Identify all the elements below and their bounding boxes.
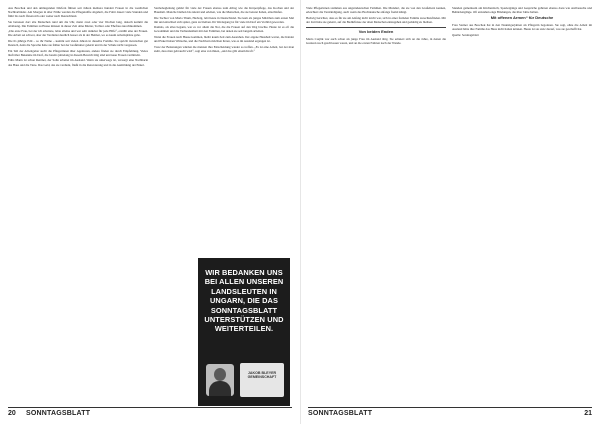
thank-you-promo-box <box>198 258 290 406</box>
portrait-image <box>206 364 234 396</box>
right-column-1 <box>306 6 446 406</box>
paragraph: Trotz der Belastungen würden die meisten ihre Entscheidung wieder so treffen. „Es ist eine Arbeit, bei der man sieht, dass man gebraucht wird“, sagt eine von ihnen, „und das gibt einem Kraft.“ <box>154 44 294 53</box>
section-heading: Mit offenen Armen“ für Deutsche <box>490 15 554 21</box>
right-page-columns <box>306 6 592 406</box>
paragraph: Maria Csajlik war auch schon als junge Frau im Ausland tätig. Sie erinnert sich an die Jahre, in denen die Grenzen noch geschlossen waren, und an die ersten Fahrten nach der Wende. <box>306 36 446 45</box>
right-column-2 <box>452 6 592 406</box>
paragraph: Ein Teil der Arbeitgeber sucht die Pflegerinnen über Agenturen, andere finden sie durch Empfehlung. Vieles läuft über Bekannte im Dorf, die bereits jahrelang in diesem Bereich tätig sind und neue Frauen vermitteln. <box>8 48 148 57</box>
society-seal-logo <box>240 363 284 397</box>
paragraph: Stunden gemeinsam am Küchentisch, Spaziergänge und Gespräche gehören ebenso dazu wie Arztbesuche und Behördengänge. Oft entstehen enge Bindungen, die über Jahre halten. <box>452 6 592 15</box>
right-page-footer <box>308 407 592 420</box>
page-number: 20 <box>8 410 16 417</box>
section-divider <box>306 27 446 28</box>
paragraph: „Die erste Frau, bei der ich arbeitete, lebte alleine und war sehr dankbar für jede Hilfe“, erzählt eine der Frauen. Die Arbeit sei schwer, aber der Verdienst deutlich besser als in der Heimat, wo es kaum Arbeitsplätze gebe. <box>8 29 148 38</box>
section-heading: Von beiden Enden <box>358 28 394 34</box>
paragraph: Edits Mann ist schon Rentner, der Sohn arbeitet im Ausland. Wenn sie unterwegs ist, versorgt eine Nachbarin das Haus und die Tiere. Das Geld, das sie verdient, fließt in die Renovierung und in die Ausbildung der Enkel. <box>8 58 148 67</box>
seal-lettering: JAKOB BLEYER GEMEINSCHAFT <box>247 371 277 380</box>
masthead: SONNTAGSBLATT <box>308 410 373 417</box>
paragraph: Die Tochter von Maria Thum, Hedwig, lebt heute in Deutschland. Sie kam als junges Mädchen zum ersten Mal mit und entschied sich später, ganz zu bleiben. Ihr Werdegang ist für viele im Dorf ein Vorbild geworden. <box>154 15 294 24</box>
paragraph: Sie betreuen dort alte Menschen rund um die Uhr, meist zwei oder vier Wochen lang, danach kommt die Ablösung. Die Familien zu Hause müssen in dieser Zeit ohne Mutter, Tochter oder Ehefrau zurechtkommen. <box>8 19 148 28</box>
paragraph: Viele Pflegerinnen stammen aus ungarndeutschen Familien. Die Mundart, die sie von den Großeltern kennen, erleichtert die Verständigung, auch wenn das Hochdeutsche anfangs fremd klingt. <box>306 6 446 15</box>
page-number: 21 <box>584 410 592 417</box>
left-page-footer <box>8 407 292 420</box>
paragraph: Damals, als alles begann, war es vor allem die Not, die die Frauen auf den Weg brachte. Heute ist es oft die Gewohnheit und die Verbundenheit mit den Familien, bei denen sie seit langem arbeiten. <box>154 25 294 34</box>
paragraph: Sterbebegleitung gehört für viele der Frauen ebenso zum Alltag wie die Körperpflege, das Kochen und der Haushalt. Manche bleiben bis zuletzt und erleben, wie die Menschen, die sie betreut haben, einschlafen. <box>154 6 294 15</box>
paragraph: Wenn die Frauen nach Hause kommen, bleibt kaum Zeit zum Ausruhen. Der eigene Haushalt wartet, die Kinder und Enkel haben Wünsche, und die Nachbarn möchten hören, wie es im Ausland ergangen ist. <box>154 35 294 44</box>
portrait-head-shape <box>214 368 226 381</box>
paragraph: Frau Steiner aus Boschok hat in den Neunzigerjahren als Pflegerin begonnen. Sie sagt, ohne die Arbeit im Ausland hätte ihre Familie das Haus nicht halten können. Heute ist sie stolz darauf, was sie geschafft hat. <box>452 23 592 32</box>
source-line: Quelle: Sonntagsblatt <box>452 32 479 37</box>
right-page <box>300 0 600 424</box>
masthead: SONNTAGSBLATT <box>26 410 91 417</box>
left-column-1 <box>8 6 148 406</box>
paragraph: Die 61-jährige Edit – so ihr Name – kommt seit vielen Jahren in dieselbe Familie. Sie spricht inzwischen gut Deutsch, denn die Sprache habe sie früher bei der Großmutter gelernt und in der Schule nicht vergessen. <box>8 39 148 48</box>
promo-message: WIR BEDANKEN UNS BEI ALLEN UNSEREN LANDSLEUTEN IN UNGARN, DIE DAS SONNTAGSBLATT UNTERSTÜTZEN UND WEITERTEILEN. <box>204 268 284 334</box>
paragraph: Hedwig berichtet, dass es für sie am Anfang nicht leicht war, sich in einer fremden Familie zurechtzufinden. Mit der Zeit habe sie gelernt, auf die Bedürfnisse der alten Menschen einzugehen und geduldig zu bleiben. <box>306 15 446 24</box>
portrait-body-shape <box>209 381 231 396</box>
paragraph: Aus Boschok und den umliegenden Dörfern führen seit Jahren mehrere hundert Frauen in die westlichen Nachbarländer. Am Morgen in aller Frühe werden die Pflegekräfte abgeholt, die Fahrt dauert viele Stunden und führt bis nach Österreich oder weiter nach Deutschland. <box>8 6 148 19</box>
